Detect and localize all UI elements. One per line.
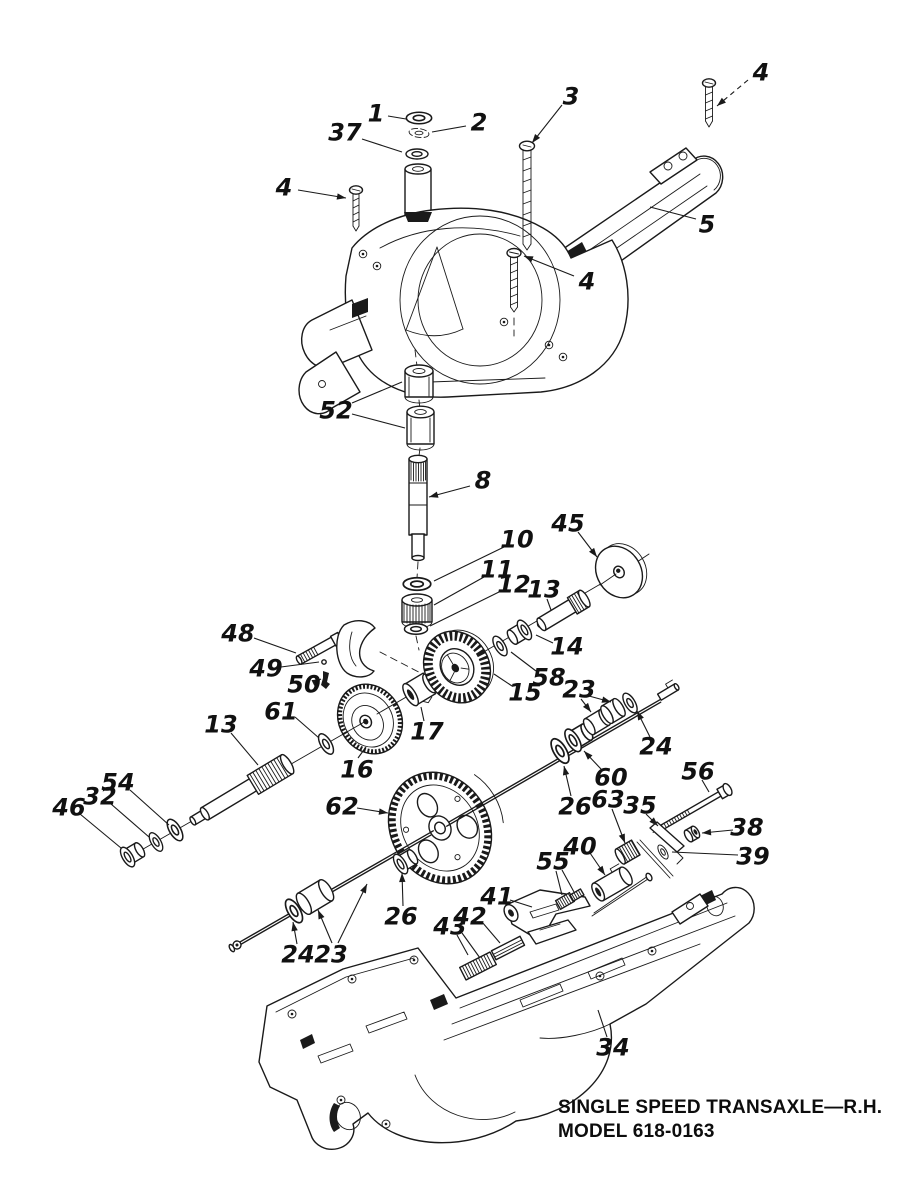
callout-4-5: 4: [275, 173, 293, 202]
callout-10-10: 10: [500, 525, 534, 554]
washer-10: [403, 578, 431, 591]
callout-3-3: 3: [562, 82, 580, 111]
caption-line2: MODEL 618-0163: [558, 1121, 715, 1142]
callout-4-7: 4: [578, 267, 596, 296]
callout-34-40: 34: [596, 1033, 630, 1062]
callout-52-8: 52: [319, 396, 353, 425]
caption-line1: SINGLE SPEED TRANSAXLE—R.H.: [558, 1097, 883, 1118]
callout-49-19: 49: [249, 654, 283, 683]
callout-62-25: 62: [325, 792, 359, 821]
callout-32-45: 32: [83, 782, 117, 811]
callout-15-17: 15: [508, 678, 542, 707]
callout-38-33: 38: [730, 813, 764, 842]
bearing-52b: [407, 406, 434, 450]
washer-12: [404, 624, 427, 635]
callout-2-1: 2: [470, 108, 488, 137]
callout-26-29: 26: [558, 792, 592, 821]
callout-11-11: 11: [480, 555, 514, 584]
pin-49: [322, 660, 326, 664]
callout-43-39: 43: [433, 912, 467, 941]
callout-58-16: 58: [532, 663, 566, 692]
callout-46-44: 46: [52, 793, 86, 822]
input-neck: [405, 164, 431, 217]
callout-50-20: 50: [287, 670, 321, 699]
callout-26-43: 26: [384, 902, 418, 931]
callout-48-18: 48: [221, 619, 255, 648]
callout-12-12: 12: [497, 570, 531, 599]
callout-23-26: 23: [562, 675, 596, 704]
bearing-52a: [405, 365, 433, 403]
callout-24-27: 24: [639, 732, 673, 761]
callout-24-41: 24: [281, 940, 315, 969]
callout-23-42: 23: [314, 940, 348, 969]
callout-8-9: 8: [474, 466, 492, 495]
callout-60-28: 60: [594, 763, 628, 792]
callout-41-37: 41: [480, 882, 514, 911]
washer-1: [406, 112, 431, 124]
callout-45-14: 45: [551, 509, 585, 538]
washer-37: [406, 149, 428, 159]
callout-39-34: 39: [736, 842, 770, 871]
callout-13-13: 13: [527, 575, 561, 604]
callout-37-2: 37: [328, 118, 362, 147]
callout-63-31: 63: [591, 785, 625, 814]
callout-14-15: 14: [550, 632, 584, 661]
callout-42-38: 42: [453, 902, 487, 931]
callout-61-21: 61: [264, 697, 298, 726]
callout-56-30: 56: [681, 757, 715, 786]
callout-16-23: 16: [340, 755, 374, 784]
callout-17-24: 17: [410, 717, 444, 746]
callout-55-36: 55: [536, 847, 570, 876]
callout-1-0: 1: [367, 99, 385, 128]
callout-4-4: 4: [752, 58, 770, 87]
callout-13-22: 13: [204, 710, 238, 739]
callout-40-35: 40: [563, 832, 597, 861]
input-shaft-8: [409, 455, 427, 560]
callout-35-32: 35: [623, 791, 657, 820]
callout-54-46: 54: [101, 768, 135, 797]
callout-5-6: 5: [698, 210, 716, 239]
